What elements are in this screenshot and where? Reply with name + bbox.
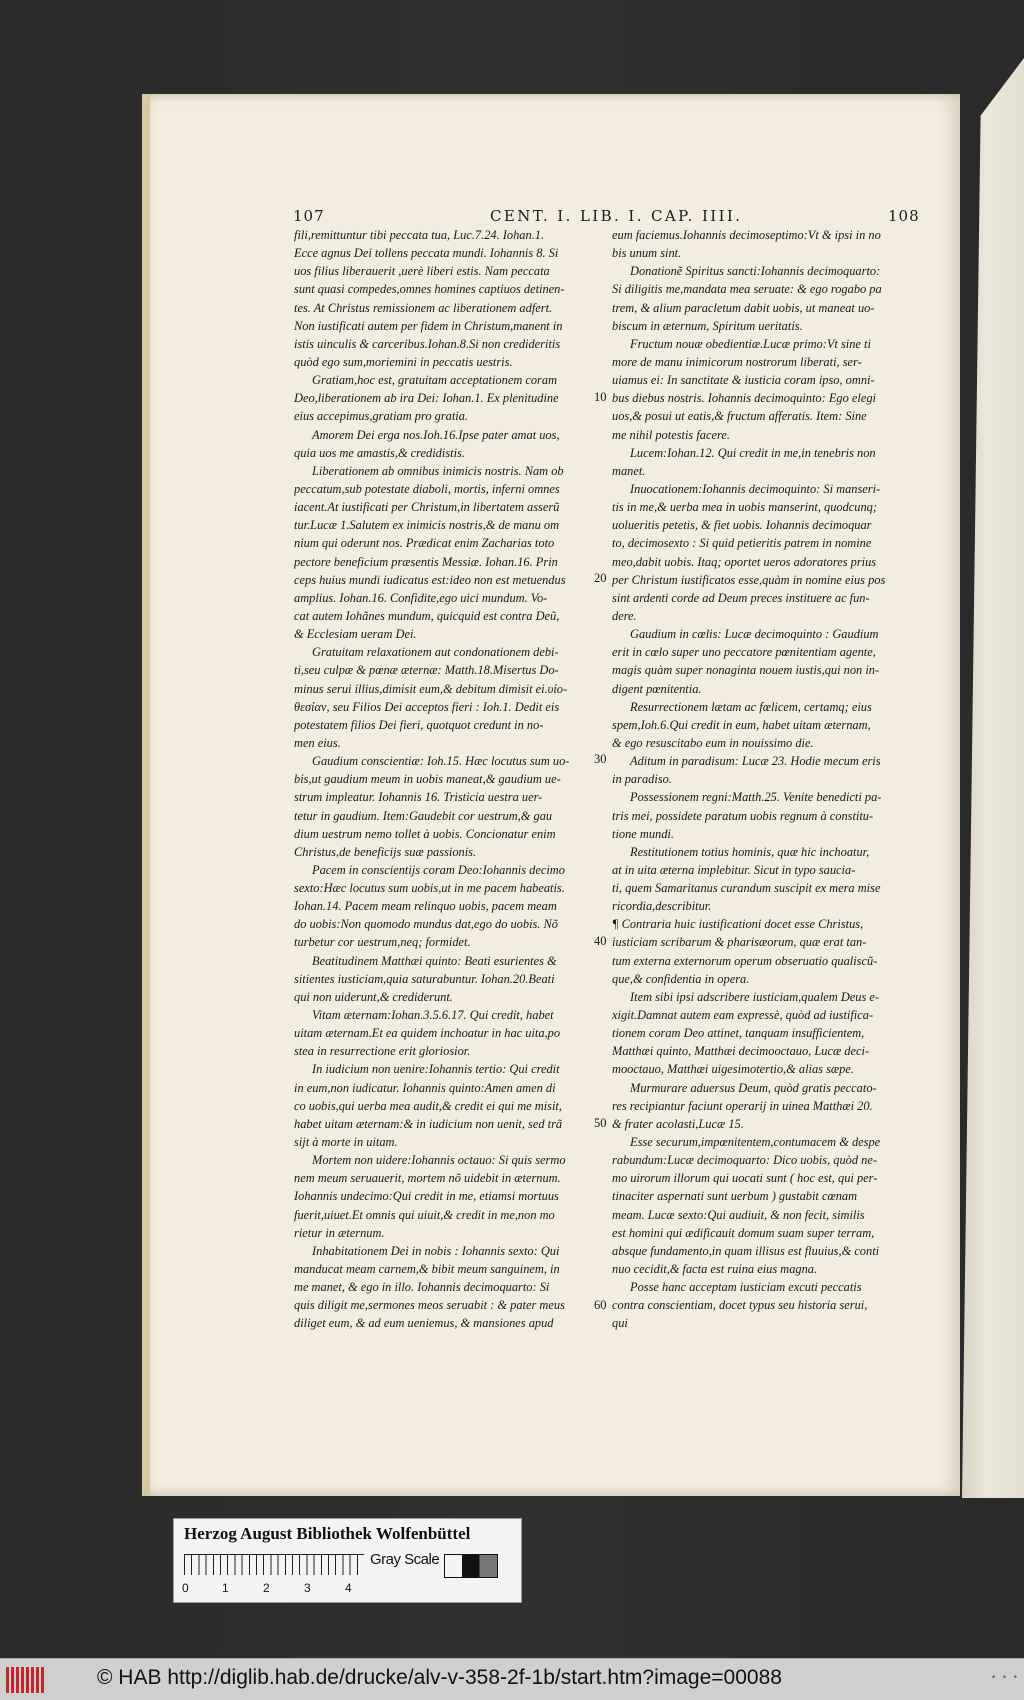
text-line: fuerit,uiuet.Et omnis qui uiuit,& credit in me,non mo	[294, 1207, 555, 1222]
text-line: sijt à morte in uitam.	[294, 1135, 398, 1150]
text-line: biscum in æternum, Spiritum ueritatis.	[612, 318, 803, 333]
ruler-number: 0	[182, 1581, 189, 1595]
gray-scale-label: Gray Scale	[370, 1551, 440, 1568]
text-column-left	[294, 226, 594, 1333]
text-line: Esse securum,impœnitentem,contumacem & despe	[630, 1135, 881, 1150]
text-line: tetur in gaudium. Item:Gaudebit cor uestrum,& gau	[294, 808, 553, 823]
calibration-title: Herzog August Bibliothek Wolfenbüttel	[184, 1524, 471, 1543]
text-line: me manet, & ego in illo. Iohannis decimoquarto: Si	[294, 1280, 550, 1295]
text-line: Christus,de beneficijs suæ passionis.	[294, 844, 477, 859]
text-line: qui non uiderunt,& crediderunt.	[294, 989, 453, 1004]
text-line: Resurrectionem lætam ac fœlicem, certamq; eius	[630, 699, 872, 714]
text-line: & ego resuscitabo eum in nouissimo die.	[612, 735, 814, 750]
ruler-scale	[184, 1554, 364, 1575]
text-line: meo,dabit uobis. Itaq; oportet ueros adoratores prius	[612, 554, 877, 569]
text-line: sint ardenti corde ad Deum preces instituere ac fun-	[612, 590, 870, 605]
text-line: quis diligit me,sermones meos seruabit : & pater meus	[294, 1298, 565, 1313]
text-line: me nihil potestis facere.	[612, 427, 730, 442]
margin-line-number: 50	[594, 1116, 607, 1130]
text-line: istis uinculis & carceribus.Iohan.8.Si non credideritis	[294, 336, 561, 351]
text-line: spem,Ioh.6.Qui credit in eum, habet uitam æternam,	[612, 717, 871, 732]
text-line: Inhabitationem Dei in nobis : Iohannis sexto: Qui	[312, 1243, 560, 1258]
copyright-url[interactable]: © HAB http://diglib.hab.de/drucke/alv-v-358-2f-1b/start.htm?image=00088	[97, 1666, 782, 1689]
text-line: bis,ut gaudium meum in uobis maneat,& gaudium ue-	[294, 772, 561, 787]
text-line: bus diebus nostris. Iohannis decimoquinto: Ego elegi	[612, 391, 876, 406]
text-line: qui	[612, 1316, 628, 1331]
text-line: Iohan.14. Pacem meam relinquo uobis, pacem meam	[294, 899, 557, 914]
text-line: In iudicium non uenire:Iohannis tertio: Qui credit	[312, 1062, 560, 1077]
text-line: quòd ego sum,moriemini in peccatis uestris.	[294, 354, 513, 369]
text-line: tur.Lucæ 1.Salutem ex inimicis nostris,& de manu om	[294, 518, 560, 533]
text-line: Murmurare aduersus Deum, quòd gratis peccato-	[630, 1080, 877, 1095]
text-line: Donationẽ Spiritus sancti:Iohannis decimoquarto:	[630, 264, 881, 279]
text-line: trem, & alium paracletum dabit uobis, ut maneat uo-	[612, 300, 875, 315]
text-line: Vitam æternam:Iohan.3.5.6.17. Qui credit, habet	[312, 1008, 554, 1023]
text-line: potestatem filios Dei fieri, quotquot credunt in no-	[294, 717, 544, 732]
ruler-number: 3	[304, 1581, 311, 1595]
text-line: tionem coram Deo attinet, tanquam insufficientem,	[612, 1026, 865, 1041]
text-line: tis in me,& uerba mea in uobis manserint, quodcunq;	[612, 500, 878, 515]
text-line: Inuocationem:Iohannis decimoquinto: Si manseri-	[630, 481, 881, 496]
text-line: digent pœnitentia.	[612, 681, 702, 696]
text-line: quia uos me amastis,& credidistis.	[294, 445, 465, 460]
text-line: Restitutionem totius hominis, quæ hic inchoatur,	[630, 844, 870, 859]
text-line: Aditum in paradisum: Lucæ 23. Hodie mecum eris	[630, 754, 881, 769]
text-line: Matthæi quinto, Matthæi decimooctauo, Lucæ deci-	[612, 1044, 870, 1059]
text-line: strum impleatur. Iohannis 16. Tristicia uestra uer-	[294, 790, 543, 805]
text-line: ti, quem Samaritanus curandum suscipit ex mera mise	[612, 881, 881, 896]
text-line: more de manu inimicorum nostrorum liberati, ser-	[612, 354, 862, 369]
text-line: & Ecclesiam ueram Dei.	[294, 627, 417, 642]
text-line: nium qui oderunt nos. Prædicat enim Zacharias toto	[294, 536, 555, 551]
text-line: minus serui illius,dimisit eum,& debitum dimisit ei.υἱο-	[294, 681, 568, 696]
text-line: uiamus ei: In sanctitate & iusticia coram ipso, omni-	[612, 373, 875, 388]
margin-line-number: 30	[594, 752, 607, 766]
page-number-left: 107	[293, 207, 325, 225]
text-line: absque fundamento,in quam illisus est fluuius,& conti	[612, 1243, 880, 1258]
text-line: ti,seu culpæ & pœnæ æternæ: Matth.18.Misertus Do-	[294, 663, 559, 678]
text-line: per Christum iustificatos esse,quàm in nomine eius pos	[612, 572, 886, 587]
text-line: ¶ Contraria huic iustificationi docet esse Christus,	[612, 917, 864, 932]
text-line: fili,remittuntur tibi peccata tua, Luc.7.24. Iohan.1.	[294, 228, 545, 242]
text-line: manducat meam carnem,& bibit meum sanguinem, in	[294, 1262, 560, 1277]
text-line: diliget eum, & ad eum ueniemus, & mansiones apud	[294, 1316, 554, 1331]
calibration-card	[173, 1518, 522, 1603]
text-line: Fructum nouæ obedientiæ.Lucæ primo:Vt sine ti	[630, 336, 871, 351]
text-line: rabundum:Lucæ decimoquarto: Dico uobis, quòd ne-	[612, 1153, 877, 1168]
text-line: stea in resurrectione erit gloriosior.	[294, 1044, 471, 1059]
text-line: Si diligitis me,mandata mea seruate: & ego rogabo pa	[612, 282, 882, 297]
text-line: eius accepimus,gratiam pro gratia.	[294, 409, 469, 424]
text-line: ricordia,describitur.	[612, 899, 712, 914]
text-line: ceps huius mundi iudicatus est:ideo non est metuendus	[294, 572, 566, 587]
text-column-right	[612, 226, 912, 1333]
text-line: do uobis:Non quomodo mundus dat,ego do uobis. Nõ	[294, 917, 558, 932]
margin-line-number: 20	[594, 571, 607, 585]
text-line: Iohannis undecimo:Qui credit in me, etiamsi mortuus	[294, 1189, 559, 1204]
hab-logo-icon	[6, 1667, 46, 1693]
text-line: bis unum sint.	[612, 246, 682, 261]
text-line: turbetur cor uestrum,neq; formidet.	[294, 935, 471, 950]
text-line: co uobis,qui uerba mea audit,& credit ei qui me misit,	[294, 1098, 562, 1113]
text-line: & frater acolasti,Lucæ 15.	[612, 1116, 744, 1131]
text-line: sexto:Hæc locutus sum uobis,ut in me pacem habeatis.	[294, 881, 565, 896]
text-line: in eum,non iudicatur. Iohannis quinto:Amen amen di	[294, 1080, 556, 1095]
text-line: manet.	[612, 463, 646, 478]
text-line: nuo cecidit,& facta est ruina eius magna.	[612, 1262, 818, 1277]
text-line: meam. Lucæ sexto:Qui audiuit, & non fecit, similis	[612, 1207, 865, 1222]
text-line: Gaudium in cœlis: Lucæ decimoquinto : Gaudium	[630, 627, 879, 642]
text-line: cat autem Iohãnes mundum, quicquid est contra Deũ,	[294, 608, 560, 623]
text-line: uos filius liberauerit ,uerè liberi estis. Nam peccata	[294, 264, 550, 279]
text-line: Ecce agnus Dei tollens peccata mundi. Iohannis 8. Si	[294, 246, 559, 261]
text-line: uitam æternam.Et ea quidem inchoatur in hac uita,po	[294, 1026, 561, 1041]
text-line: Beatitudinem Matthæi quinto: Beati esurientes &	[312, 953, 557, 968]
text-line: Non iustificati autem per fidem in Christum,manent in	[294, 318, 563, 333]
text-line: tris mei, possidete paratum uobis regnum à constitu-	[612, 808, 874, 823]
text-line: Gratuitam relaxationem aut condonationem debi-	[312, 645, 559, 660]
page-number-right: 108	[888, 207, 920, 225]
text-line: Pacem in conscientijs coram Deo:Iohannis decimo	[312, 862, 565, 877]
text-line: tione mundi.	[612, 826, 674, 841]
text-line: Gaudium conscientiæ: Ioh.15. Hæc locutus sum uo-	[312, 754, 570, 769]
text-line: in paradiso.	[612, 772, 672, 787]
text-line: Deo,liberationem ab ira Dei: Iohan.1. Ex plenitudine	[294, 391, 559, 406]
text-line: Amorem Dei erga nos.Ioh.16.Ipse pater amat uos,	[312, 427, 560, 442]
text-line: uos,& posui ut eatis,& fructum afferatis. Item: Sine	[612, 409, 867, 424]
text-line: mo uirorum illorum qui uocati sunt ( hoc est, qui per-	[612, 1171, 878, 1186]
text-line: at in uita æterna implebitur. Sicut in typo saucia-	[612, 862, 856, 877]
text-line: Lucem:Iohan.12. Qui credit in me,in tenebris non	[630, 445, 876, 460]
text-line: tum externa externorum operum obseruatio qualiscũ-	[612, 953, 878, 968]
text-line: Posse hanc acceptam iusticiam excuti peccatis	[630, 1280, 862, 1295]
text-line: sitientes iusticiam,quia saturabuntur. Iohan.20.Beati	[294, 971, 555, 986]
margin-line-number: 10	[594, 390, 607, 404]
text-line: iacent.At iustificati per Christum,in libertatem asserũ	[294, 500, 560, 515]
footer-marks: • • •	[990, 1673, 1018, 1683]
text-line: habet uitam æternam:& in iudicium non uenit, sed trã	[294, 1116, 563, 1131]
gray-scale-swatch	[444, 1554, 498, 1578]
text-line: sunt quasi compedes,omnes homines captiuos detinen-	[294, 282, 565, 297]
text-line: to, decimosexto : Si quid petieritis patrem in nomine	[612, 536, 872, 551]
text-line: est homini qui ædificauit domum suam super terram,	[612, 1225, 875, 1240]
text-line: pectore beneficium præsentis Messiæ. Iohan.16. Prin	[294, 554, 558, 569]
text-line: tinaciter aspernati sunt uerbum ) gustabit cœnam	[612, 1189, 858, 1204]
footer-bar	[0, 1658, 1024, 1700]
text-line: mooctauo, Matthæi uigesimotertio,& alias sæpe.	[612, 1062, 854, 1077]
text-line: eum faciemus.Iohannis decimoseptimo:Vt & ipsi in no	[612, 228, 881, 242]
text-line: iusticiam scribarum & pharisæorum, quæ erat tan-	[612, 935, 867, 950]
text-line: Gratiam,hoc est, gratuitam acceptationem coram	[312, 373, 558, 388]
text-line: magis quàm super nonaginta nouem iustis,qui non in-	[612, 663, 880, 678]
text-line: res recipiantur faciunt operarij in uinea Matthæi 20.	[612, 1098, 873, 1113]
text-line: dere.	[612, 608, 637, 623]
text-line: Mortem non uidere:Iohannis octauo: Si quis sermo	[312, 1153, 566, 1168]
text-line: que,& confidentia in opera.	[612, 971, 750, 986]
margin-line-number: 60	[594, 1298, 607, 1312]
text-line: erit in cœlo super uno peccatore pœnitentiam agente,	[612, 645, 876, 660]
text-line: uolueritis petetis, & fiet uobis. Iohannis decimoquar	[612, 518, 872, 533]
text-line: Item sibi ipsi adscribere iusticiam,qualem Deus e-	[630, 989, 880, 1004]
text-line: amplius. Iohan.16. Confidite,ego uici mundum. Vo-	[294, 590, 548, 605]
margin-line-number: 40	[594, 934, 607, 948]
text-line: nem meum seruauerit, mortem nõ uidebit in æternum.	[294, 1171, 561, 1186]
ruler-number: 2	[263, 1581, 270, 1595]
text-line: contra conscientiam, docet typus seu historia serui,	[612, 1298, 868, 1313]
ruler-number: 4	[345, 1581, 352, 1595]
page-edge	[142, 94, 150, 1496]
text-line: rietur in æternum.	[294, 1225, 385, 1240]
text-line: xigit.Damnat autem eam expressè, quòd ad iustifica-	[612, 1008, 874, 1023]
text-line: dium uestrum nemo tollet à uobis. Concionatur enim	[294, 826, 556, 841]
text-line: peccatum,sub potestate diaboli, mortis, inferni omnes	[294, 481, 560, 496]
text-line: men eius.	[294, 735, 341, 750]
text-line: tes. At Christus remissionem ac liberationem adfert.	[294, 300, 553, 315]
running-head: CENT. I. LIB. I. CAP. IIII.	[490, 207, 743, 225]
ruler-number: 1	[222, 1581, 229, 1595]
text-line: Possessionem regni:Matth.25. Venite benedicti pa-	[630, 790, 882, 805]
text-line: Liberationem ab omnibus inimicis nostris. Nam ob	[312, 463, 564, 478]
text-line: θεσίαν, seu Filios Dei acceptos fieri : Ioh.1. Dedit eis	[294, 699, 560, 714]
